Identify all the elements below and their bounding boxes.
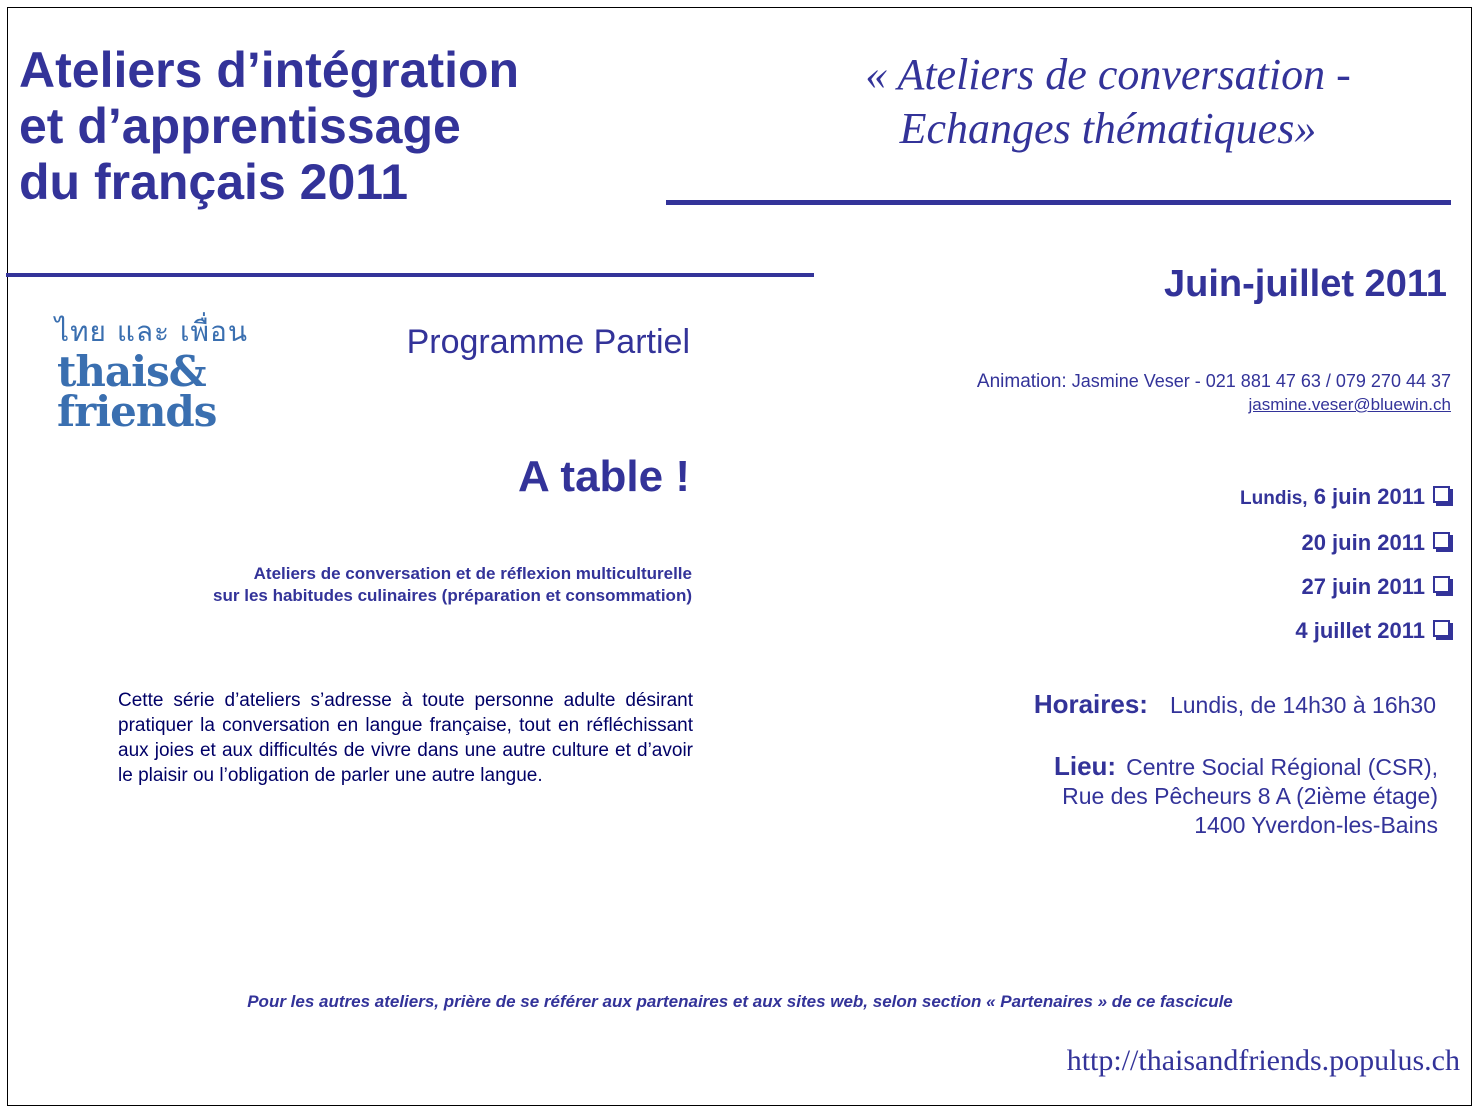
animation-info (977, 370, 1451, 416)
horaires-label: Horaires: (1033, 689, 1148, 719)
workshop-description-line-1: Ateliers de conversation et de réflexion multiculturelle (253, 564, 692, 583)
main-title-line-1: Ateliers d’intégration (19, 42, 520, 98)
animation-contact: Jasmine Veser - 021 881 47 63 / 079 270 44 37 (1071, 371, 1451, 391)
lieu-line-2: Rue des Pêcheurs 8 A (2ième étage) (1062, 783, 1438, 809)
date-text: 4 juillet 2011 (1295, 618, 1425, 643)
logo-word-line-1: thais& (57, 347, 206, 396)
logo-thai-text: ไทย และ เพื่อน (55, 315, 248, 348)
date-item (1240, 475, 1450, 521)
header-rule-left (6, 273, 814, 277)
programme-label: Programme Partiel (406, 323, 690, 361)
main-title-line-3: du français 2011 (19, 154, 409, 210)
workshop-description-line-2: sur les habitudes culinaires (préparation et consommation) (213, 586, 692, 605)
checkbox-icon[interactable] (1433, 620, 1450, 637)
animation-line (977, 370, 1451, 393)
footer-note: Pour les autres ateliers, prière de se référer aux partenaires et aux sites web, selon section « Partenaires » de ce fascicule (247, 992, 1233, 1011)
website-link[interactable]: http://thaisandfriends.populus.ch (1066, 1044, 1460, 1077)
date-text: 20 juin 2011 (1301, 530, 1425, 555)
lieu-line-1-row (1054, 752, 1438, 782)
date-text: 27 juin 2011 (1301, 574, 1425, 599)
main-title-line-2: et d’apprentissage (19, 98, 461, 154)
date-item (1240, 609, 1450, 653)
lieu-info (1054, 752, 1438, 840)
checkbox-icon[interactable] (1433, 576, 1450, 593)
workshop-description (213, 563, 692, 607)
animation-email-link[interactable]: jasmine.veser@bluewin.ch (1248, 395, 1451, 414)
date-item (1240, 521, 1450, 565)
horaires-value: Lundis, de 14h30 à 16h30 (1169, 692, 1436, 718)
subtitle-line-1: « Ateliers de conversation - (865, 50, 1351, 99)
subtitle-line-2: Echanges thématiques» (899, 104, 1317, 153)
workshop-title: A table ! (518, 452, 690, 501)
lieu-line-1: Centre Social Régional (CSR), (1126, 754, 1438, 780)
dates-list (1240, 475, 1450, 653)
header-rule-right (666, 200, 1451, 205)
lieu-line-3: 1400 Yverdon-les-Bains (1194, 812, 1438, 838)
period-heading: Juin-juillet 2011 (1164, 263, 1447, 305)
intro-paragraph: Cette série d’ateliers s’adresse à toute personne adulte désirant pratiquer la conversation en langue française, tout en réfléchissant aux joies et aux difficultés de vivre dans une autre culture et d’avoir le plaisir ou l’obligation de parler une autre langue. (118, 690, 693, 786)
checkbox-icon[interactable] (1433, 532, 1450, 549)
subtitle (760, 48, 1456, 156)
checkbox-icon[interactable] (1433, 486, 1450, 503)
dates-prefix: Lundis, (1240, 488, 1308, 509)
thais-friends-logo (55, 310, 248, 436)
horaires-info (1034, 688, 1436, 721)
date-item (1240, 565, 1450, 609)
logo-word-line-2: friends (57, 387, 217, 436)
lieu-label: Lieu: (1053, 751, 1117, 781)
animation-label: Animation: (976, 371, 1067, 392)
main-title (19, 42, 659, 210)
date-text: 6 juin 2011 (1313, 484, 1425, 509)
